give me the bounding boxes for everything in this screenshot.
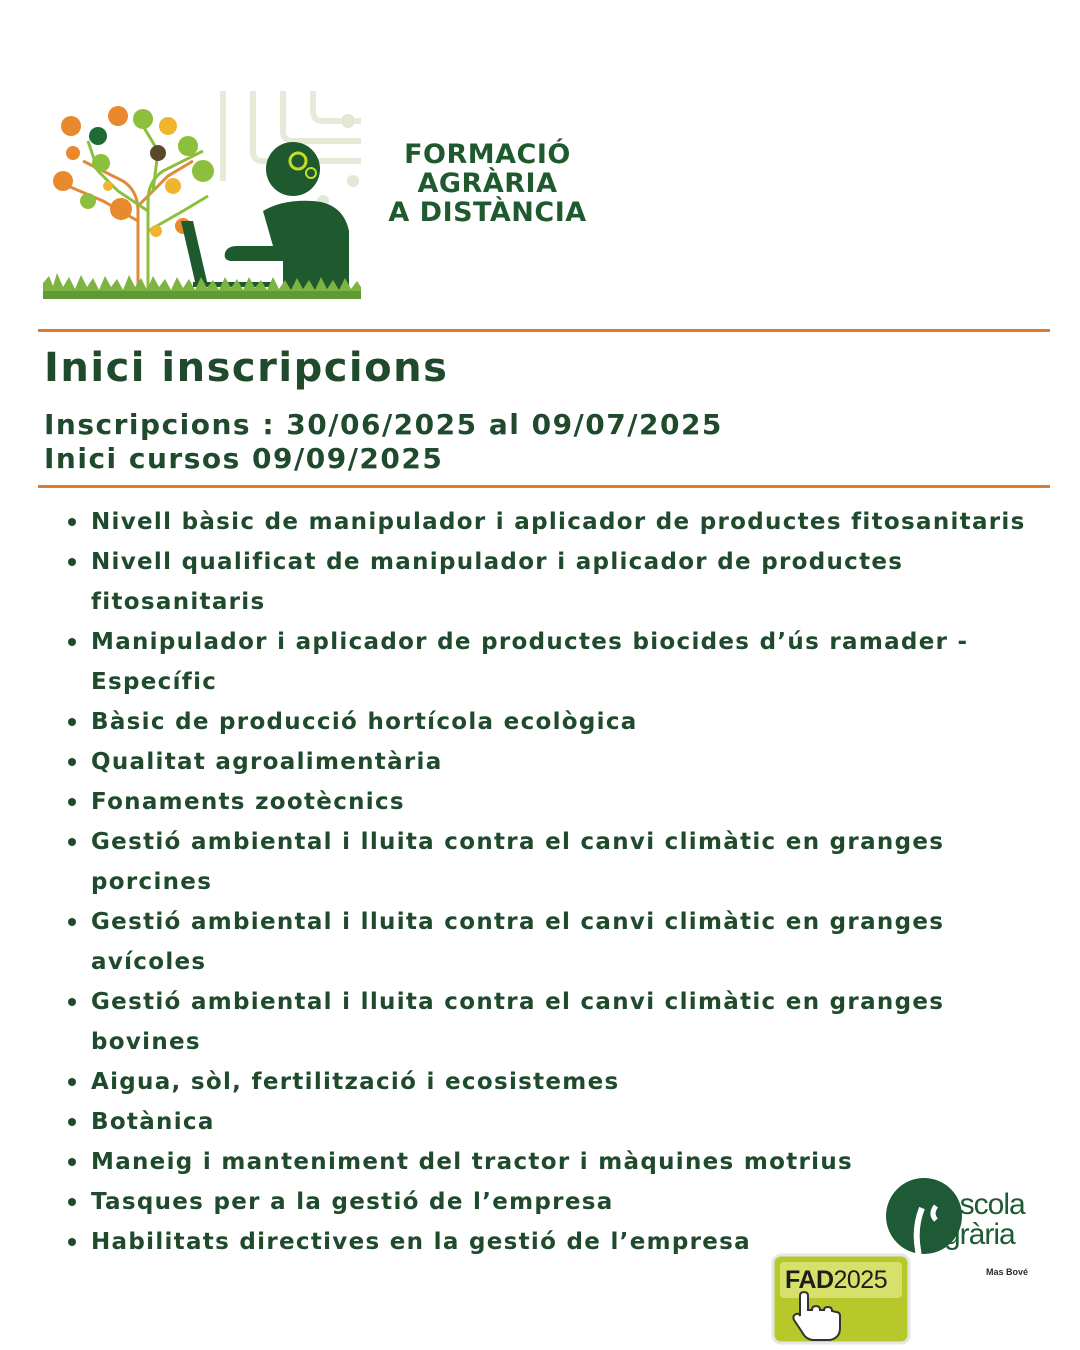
bullet-icon [68, 998, 76, 1006]
bullet-icon [68, 1238, 76, 1246]
course-list [66, 502, 1056, 1262]
person-laptop-tree-illustration [43, 91, 361, 299]
course-name: Gestió ambiental i lluita contra el canvi climàtic en granges bovines [91, 989, 945, 1055]
list-item [66, 622, 1056, 702]
bullet-icon [68, 1158, 76, 1166]
list-item [66, 742, 1056, 782]
bullet-icon [68, 718, 76, 726]
fad-badge [770, 1252, 912, 1346]
course-start-date: Inici cursos 09/09/2025 [44, 442, 444, 475]
list-item [66, 702, 1056, 742]
course-name: Maneig i manteniment del tractor i màquines motrius [91, 1149, 853, 1175]
program-title [370, 140, 605, 227]
course-name: Fonaments zootècnics [91, 789, 405, 815]
school-logo-tagline: Mas Bové [986, 1267, 1029, 1277]
course-name: Nivell bàsic de manipulador i aplicador de productes fitosanitaris [91, 509, 1026, 535]
fad-badge-prefix: FAD [785, 1266, 834, 1294]
middle-divider [38, 485, 1050, 488]
bullet-icon [68, 838, 76, 846]
course-name: Manipulador i aplicador de productes biocides d’ús ramader - Específic [91, 629, 969, 695]
list-item [66, 542, 1056, 622]
bullet-icon [68, 638, 76, 646]
dates-block [44, 408, 723, 476]
hero-illustration [43, 91, 361, 299]
school-logo-line-2: grària [944, 1218, 1015, 1251]
course-name: Qualitat agroalimentària [91, 749, 443, 775]
bullet-icon [68, 1198, 76, 1206]
course-name: Bàsic de producció hortícola ecològica [91, 709, 638, 735]
top-divider [38, 329, 1050, 332]
page-headline: Inici inscripcions [44, 345, 449, 391]
course-name: Nivell qualificat de manipulador i aplicador de productes fitosanitaris [91, 549, 904, 615]
list-item [66, 982, 1056, 1062]
program-title-line-3: A DISTÀNCIA [388, 197, 587, 228]
school-logo-line-1: escola [944, 1188, 1025, 1221]
list-item [66, 782, 1056, 822]
registration-dates: Inscripcions : 30/06/2025 al 09/07/2025 [44, 408, 723, 441]
bullet-icon [68, 518, 76, 526]
program-title-line-2: AGRÀRIA [417, 168, 558, 199]
bullet-icon [68, 918, 76, 926]
bullet-icon [68, 798, 76, 806]
course-name: Gestió ambiental i lluita contra el canvi climàtic en granges avícoles [91, 909, 945, 975]
list-item [66, 902, 1056, 982]
list-item [66, 822, 1056, 902]
fad-badge-label [785, 1266, 887, 1295]
list-item [66, 502, 1056, 542]
bullet-icon [68, 1078, 76, 1086]
course-name: Aigua, sòl, fertilització i ecosistemes [91, 1069, 620, 1095]
course-name: Botànica [91, 1109, 215, 1135]
bullet-icon [68, 1118, 76, 1126]
bullet-icon [68, 758, 76, 766]
list-item [66, 1102, 1056, 1142]
course-name: Tasques per a la gestió de l’empresa [91, 1189, 614, 1215]
bullet-icon [68, 558, 76, 566]
course-name: Habilitats directives en la gestió de l’empresa [91, 1229, 751, 1255]
list-item [66, 1142, 1056, 1182]
fad-badge-year: 2025 [833, 1266, 888, 1294]
program-title-line-1: FORMACIÓ [404, 139, 571, 170]
course-name: Gestió ambiental i lluita contra el canvi climàtic en granges porcines [91, 829, 945, 895]
list-item [66, 1062, 1056, 1102]
